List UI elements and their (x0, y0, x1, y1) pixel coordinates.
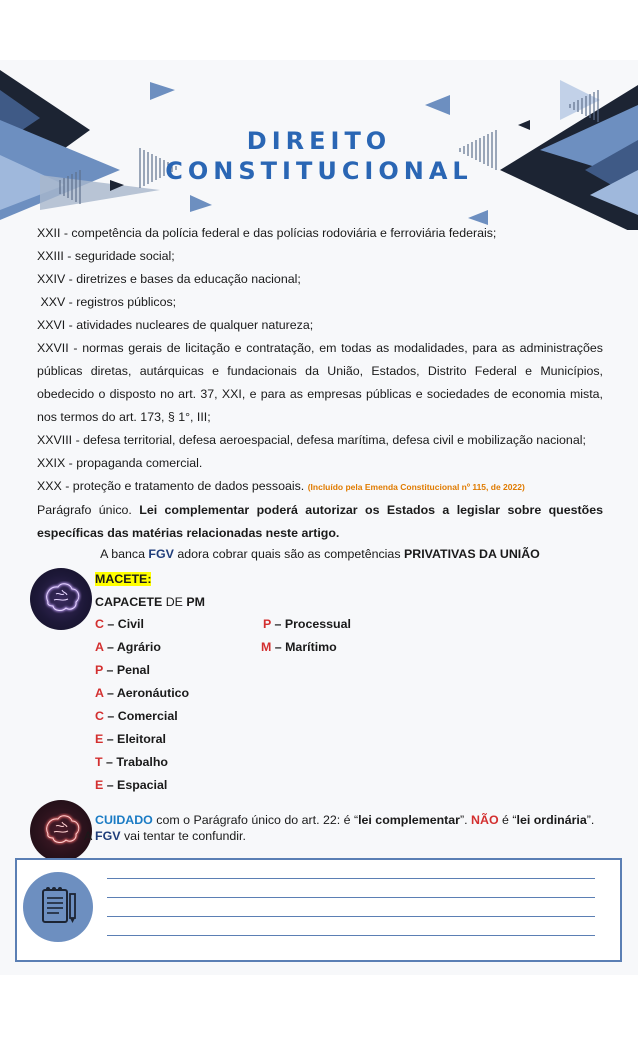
list-item: XXIII - seguridade social; (37, 249, 175, 263)
list-item (95, 755, 168, 769)
banca-mid: adora cobrar quais são as competências (177, 547, 401, 561)
article-body (37, 222, 603, 563)
nao-label: NÃO (471, 813, 499, 827)
letter: A (95, 640, 104, 654)
mnemonic-pm: PM (186, 595, 205, 609)
mnemonic-capacete: CAPACETE (95, 595, 163, 609)
letter: C (95, 617, 104, 631)
cuidado-bold-2: lei ordinária (516, 813, 587, 827)
letter: P (95, 663, 104, 677)
fgv-label: FGV (148, 547, 174, 561)
list-item (95, 732, 166, 746)
amendment-note: (Incluído pela Emenda Constitucional nº 115, de 2022) (307, 482, 525, 492)
list-item (95, 663, 150, 677)
letter: T (95, 755, 103, 769)
macete-block (95, 568, 205, 614)
item-text: – Eleitoral (106, 732, 166, 746)
item-text: – Processual (274, 617, 351, 631)
banca-pre: A banca (100, 547, 145, 561)
note-line (107, 897, 595, 898)
list-item (95, 709, 178, 723)
item-text: – Aeronáutico (106, 686, 190, 700)
list-item (95, 778, 167, 792)
item-text: – Penal (106, 663, 150, 677)
item-text: – Marítimo (274, 640, 337, 654)
list-item (37, 475, 603, 499)
letter: A (95, 686, 104, 700)
item-text: – Civil (107, 617, 144, 631)
paragrafo-unico (37, 499, 603, 545)
list-item: XXIX - propaganda comercial. (37, 456, 203, 470)
list-item: XXV - registros públicos; (37, 295, 177, 309)
banca-note (37, 545, 603, 563)
cuidado-text: com o Parágrafo único do art. 22: é “ (156, 813, 359, 827)
list-item: XXII - competência da polícia federal e das polícias rodoviária e ferroviária federais; (37, 226, 497, 240)
list-item (261, 640, 337, 654)
cuidado-label: CUIDADO (95, 813, 153, 827)
title-line-2: CONSTITUCIONAL (165, 157, 473, 185)
letter: C (95, 709, 104, 723)
cuidado-text: é “ (502, 813, 517, 827)
cuidado-text: ”. (460, 813, 468, 827)
fgv-label: FGV (95, 829, 121, 843)
cuidado-line2-post: vai tentar te confundir. (123, 829, 246, 843)
list-item: XXVI - atividades nucleares de qualquer natureza; (37, 318, 314, 332)
item-xxx-text: XXX - proteção e tratamento de dados pessoais. (37, 479, 305, 493)
item-text: – Agrário (106, 640, 161, 654)
letter: E (95, 778, 104, 792)
cuidado-note (84, 812, 615, 844)
cuidado-text: ”. (586, 813, 595, 827)
page-title (0, 126, 638, 186)
letter: M (261, 640, 272, 654)
letter: P (263, 617, 272, 631)
item-text: – Trabalho (106, 755, 169, 769)
brain-red-icon (30, 800, 92, 862)
item-text: – Comercial (107, 709, 178, 723)
list-item: XXVIII - defesa territorial, defesa aeroespacial, defesa marítima, defesa civil e mobilização nacional; (37, 433, 586, 447)
note-line (107, 878, 595, 879)
cuidado-bold-1: lei complementar (358, 813, 461, 827)
title-line-1: DIREITO (246, 127, 392, 155)
mnemonic-de: DE (165, 595, 183, 609)
paragrafo-bold: Lei complementar poderá autorizar os Estados a legislar sobre questões específicas das matérias relacionadas neste artigo. (37, 503, 603, 540)
paragrafo-prefix: Parágrafo único. (37, 503, 132, 517)
list-item (95, 686, 189, 700)
note-line (107, 916, 595, 917)
notepad-pencil-icon (23, 872, 93, 942)
list-item (95, 640, 161, 654)
notes-box (15, 858, 622, 962)
list-item: XXVII - normas gerais de licitação e contratação, em todas as modalidades, para as administrações públicas diretas, autárquicas e fundacionais da União, Estados, Distrito Federal e Municípios, obedecido o disposto no art. 37, XXI, e para as empresas públicas e sociedades de economia mista, nos termos do art. 173, § 1°, III; (37, 341, 603, 424)
item-text: – Espacial (106, 778, 168, 792)
brain-purple-icon (30, 568, 92, 630)
note-line (107, 935, 595, 936)
letter: E (95, 732, 104, 746)
list-item (263, 617, 351, 631)
banca-bold: PRIVATIVAS DA UNIÃO (403, 547, 540, 561)
macete-label: MACETE: (95, 572, 152, 586)
cuidado-line2-pre: A (84, 829, 92, 843)
list-item: XXIV - diretrizes e bases da educação nacional; (37, 272, 301, 286)
list-item (95, 617, 144, 631)
